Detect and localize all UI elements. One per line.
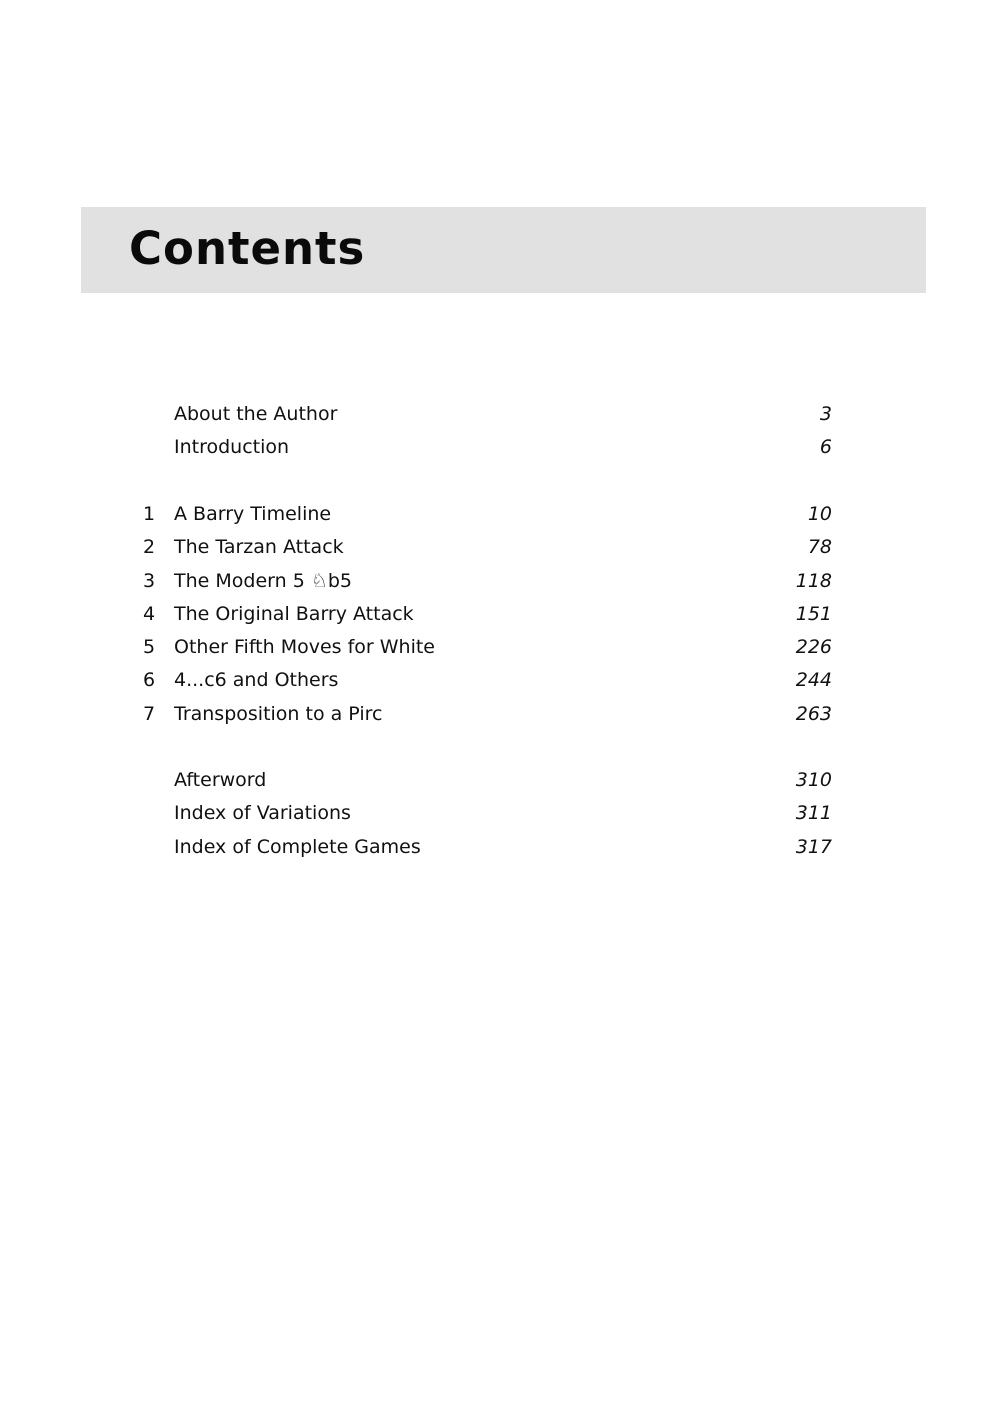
toc-entry-chapter-2[interactable] (0, 532, 1000, 562)
toc-entry-label: Index of Complete Games (174, 836, 421, 858)
toc-entry-index-variations[interactable] (0, 798, 1000, 828)
toc-entry-afterword[interactable] (0, 765, 1000, 795)
toc-entry-page: 6 (819, 436, 832, 458)
toc-entry-page: 317 (795, 836, 832, 858)
toc-entry-label: Other Fifth Moves for White (174, 636, 435, 658)
toc-entry-label: The Original Barry Attack (174, 603, 414, 625)
toc-entry-label: The Modern 5 ♘b5 (174, 570, 353, 592)
toc-entry-label: Afterword (174, 769, 267, 791)
toc-entry-number: 5 (142, 636, 156, 658)
toc-entry-page: 226 (795, 636, 832, 658)
toc-entry-label: 4...c6 and Others (174, 669, 339, 691)
toc-entry-number: 7 (142, 703, 156, 725)
toc-entry-label: About the Author (174, 403, 338, 425)
toc-entry-page: 151 (795, 603, 832, 625)
toc-entry-chapter-5[interactable] (0, 632, 1000, 662)
toc-entry-chapter-4[interactable] (0, 599, 1000, 629)
toc-entry-number: 1 (142, 503, 156, 525)
toc-entry-label: Transposition to a Pirc (174, 703, 383, 725)
toc-entry-about-author[interactable] (0, 399, 1000, 429)
toc-entry-index-games[interactable] (0, 832, 1000, 862)
toc-entry-page: 78 (807, 536, 832, 558)
toc-entry-number: 4 (142, 603, 156, 625)
toc-entry-page: 3 (819, 403, 832, 425)
toc-entry-number: 3 (142, 570, 156, 592)
toc-entry-label: A Barry Timeline (174, 503, 332, 525)
toc-entry-page: 310 (795, 769, 832, 791)
toc-entry-page: 244 (795, 669, 832, 691)
toc-entry-page: 10 (807, 503, 832, 525)
toc-entry-label: Index of Variations (174, 802, 351, 824)
title-band (81, 207, 926, 293)
toc-entry-chapter-3[interactable] (0, 566, 1000, 596)
toc-entry-page: 118 (795, 570, 832, 592)
toc-entry-chapter-7[interactable] (0, 699, 1000, 729)
toc-entry-chapter-1[interactable] (0, 499, 1000, 529)
toc-entry-chapter-6[interactable] (0, 665, 1000, 695)
page-title: Contents (129, 222, 366, 275)
toc-entry-page: 263 (795, 703, 832, 725)
toc-entry-number: 2 (142, 536, 156, 558)
toc-entry-label: Introduction (174, 436, 290, 458)
toc-entry-label: The Tarzan Attack (174, 536, 344, 558)
toc-entry-introduction[interactable] (0, 432, 1000, 462)
toc-entry-number: 6 (142, 669, 156, 691)
toc-entry-page: 311 (795, 802, 832, 824)
